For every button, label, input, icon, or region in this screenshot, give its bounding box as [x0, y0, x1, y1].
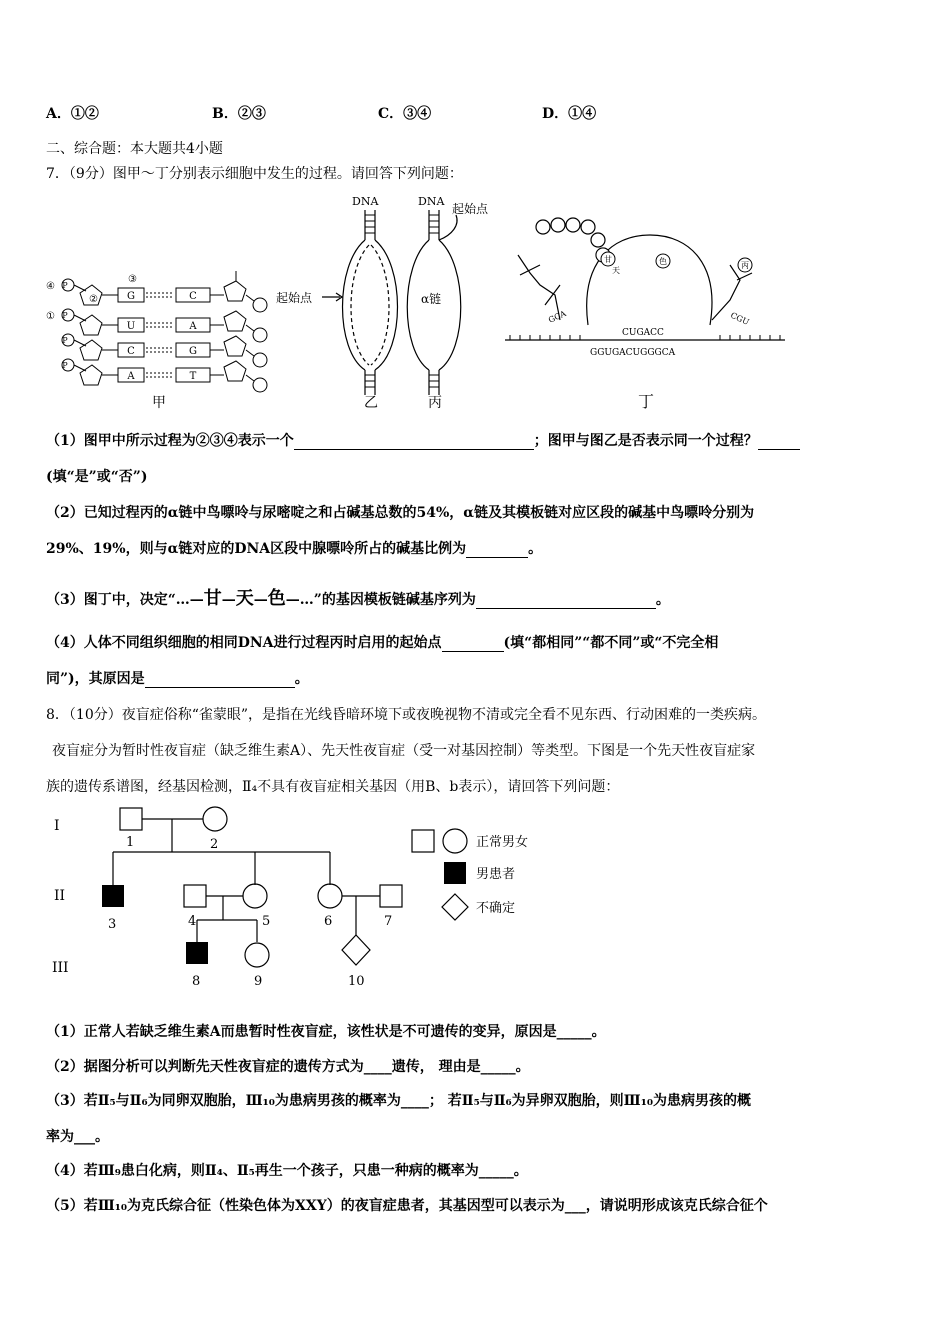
q8-header: 8．（10分）夜盲症俗称“雀蒙眼”，是指在光线昏暗环境下或夜晚视物不清或完全看不见东西、行动困难的一类疾病。 [46, 707, 767, 723]
svg-text:5: 5 [262, 914, 271, 929]
svg-text:A: A [189, 321, 197, 332]
option-b: B．②③ [212, 106, 266, 122]
individual-9 [245, 943, 269, 967]
q7-sub1: （1）图甲中所示过程为②③④表示一个 ；图甲与图乙是否表示同一个过程？ [46, 430, 800, 450]
q8-sub4: （4）若Ⅲ₉患白化病，则Ⅱ₄、Ⅱ₅再生一个孩子，只患一种病的概率为_____。 [46, 1163, 528, 1179]
mark-1: ① [46, 311, 55, 322]
pentose [80, 315, 102, 335]
q7-header: 7．（9分）图甲～丁分别表示细胞中发生的过程。请回答下列问题： [46, 166, 463, 182]
section-title: 二、综合题：本大题共4小题 [46, 141, 223, 157]
q7-sub2-line2: 29%、19%，则与α链对应的DNA区段中腺嘌呤所占的碱基比例为 。 [46, 541, 543, 557]
svg-text:男患者: 男患者 [476, 867, 516, 882]
svg-text:G: G [127, 291, 135, 302]
q7-sub1-note: (填“是”或“否”) [46, 469, 148, 485]
svg-text:不确定: 不确定 [476, 901, 516, 916]
svg-text:1: 1 [126, 835, 135, 850]
svg-text:10: 10 [348, 974, 365, 989]
svg-text:G: G [189, 346, 197, 357]
individual-1 [120, 808, 142, 830]
option-a: A．①② [46, 106, 99, 122]
individual-2 [203, 807, 227, 831]
caption-bing: 丙 [428, 395, 442, 411]
q8-line3: 族的遗传系谱图，经基因检测，Ⅱ₄不具有夜盲症相关基因（用B、b表示），请回答下列问题： [46, 779, 620, 795]
figure-yi [276, 195, 398, 411]
individual-7 [380, 885, 402, 907]
q7-sub3: （3）图丁中，决定“…—甘—天—色—…”的基因模板链碱基序列为 。 [46, 588, 670, 609]
svg-text:4: 4 [188, 914, 197, 929]
q7-sub4-line1: （4）人体不同组织细胞的相同DNA进行过程丙时启用的起始点 (填“都相同”“都不同”或“不完全相 [46, 635, 719, 651]
svg-text:DNA: DNA [418, 195, 445, 208]
svg-text:P: P [62, 361, 68, 370]
svg-text:丙: 丙 [741, 261, 749, 270]
svg-text:II: II [54, 888, 66, 904]
figure-jia [46, 271, 267, 411]
svg-text:正常男女: 正常男女 [476, 835, 529, 850]
svg-text:P: P [62, 336, 68, 345]
q7-figure [40, 185, 920, 415]
svg-text:DNA: DNA [352, 195, 379, 208]
q8-sub3-line1: （3）若Ⅱ₅与Ⅱ₆为同卵双胞胎，Ⅲ₁₀为患病男孩的概率为____； 若Ⅱ₅与Ⅱ₆为异卵双胞胎，则Ⅲ₁₀为患病男孩的概 [46, 1093, 751, 1109]
mark-3: ③ [128, 274, 137, 285]
individual-8 [186, 942, 208, 964]
svg-text:天: 天 [612, 266, 620, 275]
pedigree-chart [40, 800, 560, 1000]
q8-sub2: （2）据图分析可以判断先天性夜盲症的遗传方式为____遗传， 理由是_____。 [46, 1059, 530, 1075]
svg-text:T: T [189, 371, 197, 382]
q7-sub2-line1: （2）已知过程丙的α链中鸟嘌呤与尿嘧啶之和占碱基总数的54%，α链及其模板链对应区段的碱基中鸟嘌呤分别为 [46, 505, 755, 521]
svg-text:6: 6 [324, 914, 333, 929]
mark-4: ④ [46, 281, 55, 292]
individual-6 [318, 884, 342, 908]
svg-text:C: C [189, 291, 197, 302]
svg-text:GCA: GCA [547, 308, 568, 325]
svg-text:CUGACC: CUGACC [622, 328, 664, 338]
caption-yi: 乙 [364, 395, 378, 411]
svg-text:U: U [126, 321, 136, 332]
q7-sub4-line2: 同”)，其原因是 。 [46, 671, 309, 687]
option-c: C．③④ [378, 106, 432, 122]
svg-text:P: P [62, 311, 68, 320]
mark-2: ② [89, 294, 98, 305]
q8-sub5: （5）若Ⅲ₁₀为克氏综合征（性染色体为XXY）的夜盲症患者，其基因型可以表示为___，请说明形成该克氏综合征个 [46, 1198, 768, 1214]
svg-text:7: 7 [384, 914, 393, 929]
svg-text:起始点: 起始点 [452, 202, 489, 216]
figure-ding [505, 218, 785, 411]
option-d: D．①④ [542, 106, 597, 122]
svg-text:α链: α链 [421, 292, 442, 306]
svg-text:A: A [127, 371, 135, 382]
figure-bing [407, 195, 489, 411]
svg-text:甘: 甘 [604, 255, 612, 264]
q8-sub3-line2: 率为___。 [46, 1129, 109, 1145]
individual-3 [102, 885, 124, 907]
individual-10 [342, 935, 370, 965]
svg-text:I: I [54, 818, 60, 834]
svg-text:P: P [62, 281, 68, 290]
svg-text:CGU: CGU [729, 310, 751, 327]
svg-text:GGUGACUGGGCA: GGUGACUGGGCA [590, 348, 676, 358]
svg-text:8: 8 [192, 974, 201, 989]
svg-text:III: III [52, 960, 69, 976]
svg-text:2: 2 [210, 837, 219, 852]
individual-4 [184, 885, 206, 907]
svg-text:C: C [127, 346, 135, 357]
svg-text:9: 9 [254, 974, 263, 989]
caption-jia: 甲 [152, 395, 166, 411]
pentose [80, 340, 102, 360]
q8-line2: 夜盲症分为暂时性夜盲症（缺乏维生素A）、先天性夜盲症（受一对基因控制）等类型。下图是一个先天性夜盲症家 [52, 743, 756, 759]
svg-text:色: 色 [659, 257, 667, 266]
individual-5 [243, 884, 267, 908]
svg-text:3: 3 [108, 917, 117, 932]
pentose [80, 365, 102, 385]
q8-sub1: （1）正常人若缺乏维生素A而患暂时性夜盲症，该性状是不可遗传的变异，原因是_____。 [46, 1024, 606, 1040]
caption-ding: 丁 [638, 392, 655, 411]
svg-text:起始点: 起始点 [276, 291, 313, 305]
